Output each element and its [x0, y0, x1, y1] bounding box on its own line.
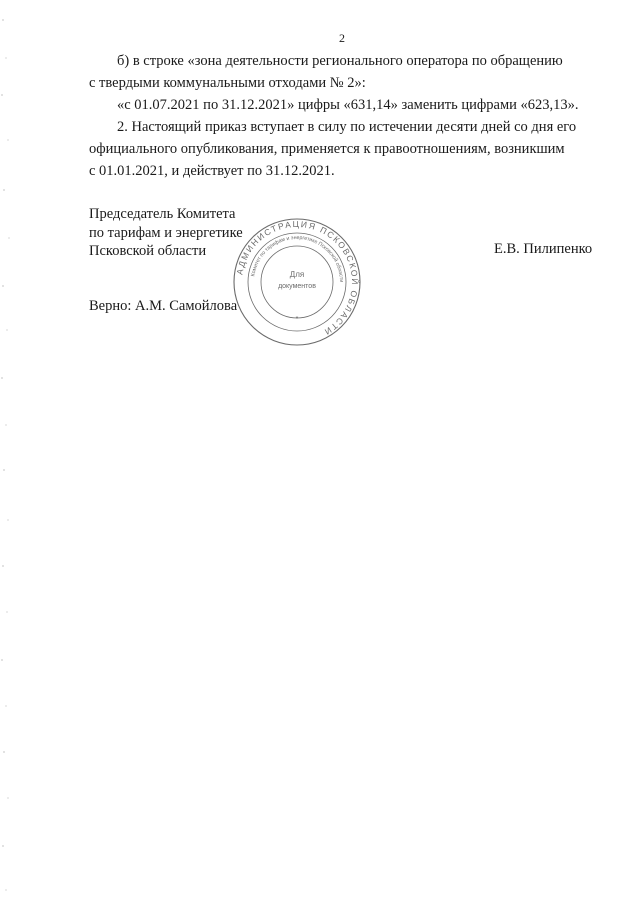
verified-copy-note: Верно: А.М. Самойлова: [89, 298, 238, 314]
seal-star-icon: *: [295, 316, 299, 323]
official-seal: [232, 217, 362, 347]
seal-center-text-2: документов: [278, 283, 316, 290]
paragraph-2-line-2: официального опубликования, применяется к правоотношениям, возникшим: [89, 141, 565, 157]
seal-outer-text: АДМИНИСТРАЦИЯ ПСКОВСКОЙ ОБЛАСТИ: [234, 218, 361, 338]
paragraph-2-line-1: 2. Настоящий приказ вступает в силу по истечении десяти дней со дня его: [117, 119, 577, 135]
paragraph-b-line-2: с твердыми коммунальными отходами № 2»:: [89, 75, 366, 91]
signature-title-line-2: по тарифам и энергетике: [89, 224, 243, 241]
page-number: 2: [339, 31, 345, 45]
paragraph-b-line-1: б) в строке «зона деятельности регионального оператора по обращению: [117, 53, 563, 69]
signatory-name: Е.В. Пилипенко: [494, 241, 593, 257]
signature-title-line-1: Председатель Комитета: [89, 206, 236, 222]
signature-title-line-3: Псковской области: [89, 243, 207, 259]
seal-inner-text: Комитет по тарифам и энергетике Псковской области: [250, 234, 345, 283]
seal-center-text-1: Для: [289, 270, 305, 279]
scan-edge-noise: [0, 0, 14, 905]
replacement-line: «с 01.07.2021 по 31.12.2021» цифры «631,14» заменить цифрами «623,13».: [117, 97, 579, 113]
signature-title: [89, 205, 243, 261]
paragraph-2-line-3: с 01.01.2021, и действует по 31.12.2021.: [89, 163, 335, 179]
